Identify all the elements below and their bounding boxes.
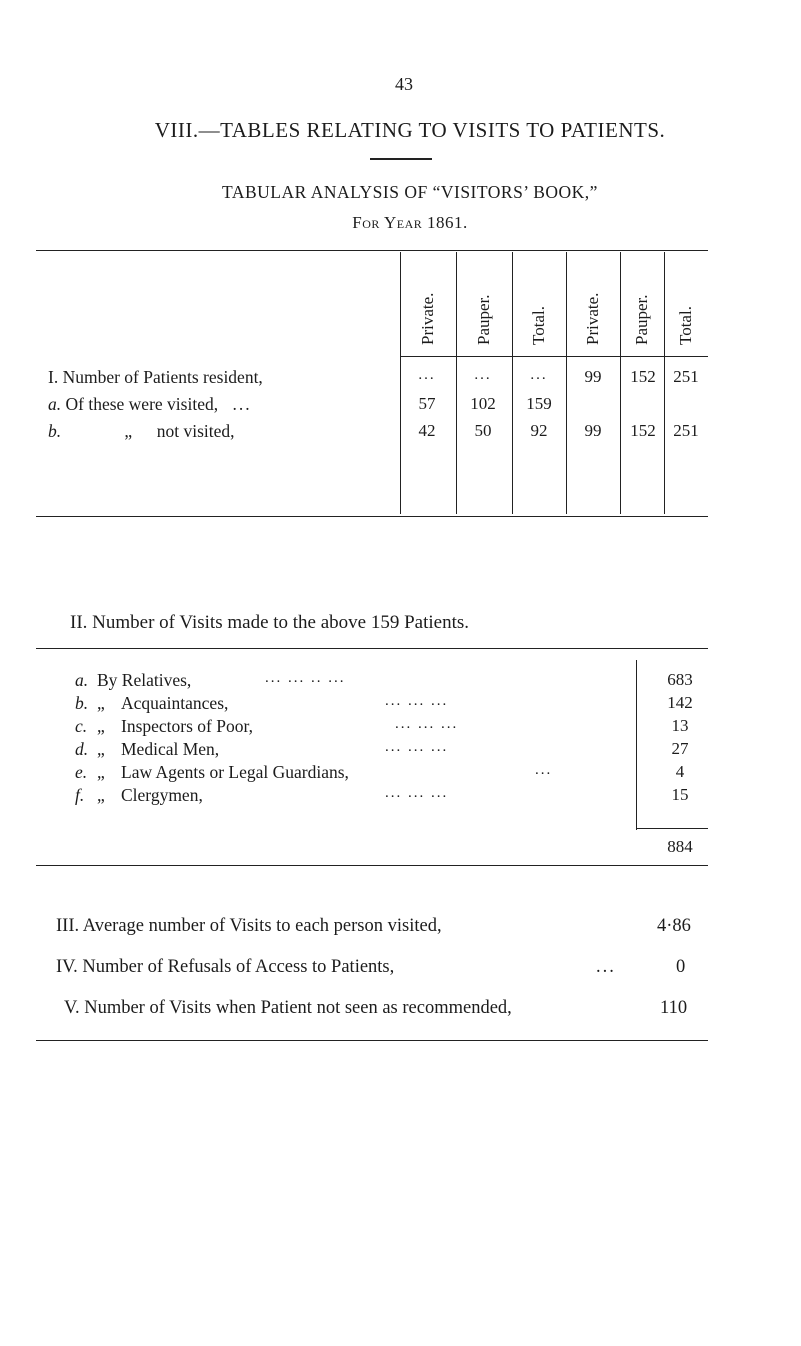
item-value: 142 — [667, 693, 693, 712]
item-value: 27 — [671, 739, 689, 758]
ditto-mark: „ — [97, 762, 105, 782]
table-cell: 50 — [474, 421, 492, 440]
table-cell: 57 — [418, 394, 436, 413]
ditto-mark: „ — [97, 739, 105, 759]
page-heading: VIII.—TABLES RELATING TO VISITS TO PATIENTS. — [154, 118, 666, 142]
table-cell: 99 — [584, 421, 602, 440]
row-label-resident: I. Number of Patients resident, — [48, 367, 263, 387]
item-label: Clergymen, — [121, 785, 203, 805]
leader-dots: ... ... ... — [385, 693, 449, 709]
section-iii-value: 4·86 — [657, 916, 691, 936]
item-value: 4 — [675, 762, 685, 781]
heading-rule — [370, 158, 432, 160]
leader-dots: ... ... .. ... — [265, 670, 346, 686]
visit-item — [75, 693, 449, 714]
column-header-pauper: Pauper. — [474, 294, 493, 345]
table-subheading: TABULAR ANALYSIS OF “VISITORS’ BOOK,” — [222, 182, 598, 202]
table-cell: 152 — [630, 367, 656, 386]
page-bottom-rule — [36, 1040, 708, 1041]
item-value: 683 — [667, 670, 693, 689]
visit-item — [75, 716, 459, 737]
ditto-mark: „ — [97, 716, 105, 736]
item-index: d. — [75, 739, 89, 759]
column-header-private: Private. — [583, 292, 602, 345]
table-cell: ... — [418, 367, 436, 383]
table-cell: 102 — [470, 394, 496, 413]
table-cell: 251 — [673, 367, 699, 386]
leader-dots: ... ... ... — [385, 739, 449, 755]
table-cell: 99 — [584, 367, 602, 386]
table-cell: 42 — [418, 421, 436, 440]
section-v-value: 110 — [660, 998, 688, 1018]
item-index: c. — [75, 716, 88, 736]
leader-dots: ... — [535, 762, 553, 778]
row-label-not-visited — [48, 421, 235, 442]
section-iv-value: 0 — [676, 957, 686, 977]
year-line: For Year 1861. — [352, 213, 468, 232]
col-divider — [566, 252, 567, 514]
column-header-total: Total. — [529, 306, 548, 345]
item-label: Inspectors of Poor, — [121, 716, 253, 736]
item-index: a. — [75, 670, 89, 690]
column-header-pauper: Pauper. — [632, 294, 651, 345]
section-ii-title: II. Number of Visits made to the above 159 Patients. — [70, 612, 470, 633]
item-label: Acquaintances, — [121, 693, 229, 713]
page-number: 43 — [395, 74, 413, 94]
item-label: By Relatives, — [97, 670, 192, 690]
row-text: Of these were visited, — [65, 394, 219, 414]
row-index: a. — [48, 394, 62, 414]
item-label: Law Agents or Legal Guardians, — [121, 762, 349, 782]
visit-item — [75, 670, 346, 691]
leader-dots: ... ... ... — [395, 716, 459, 732]
ditto-mark: „ — [97, 785, 105, 805]
sum-rule — [636, 828, 708, 829]
item-index: b. — [75, 693, 89, 713]
table-cell: 159 — [526, 394, 552, 413]
table-cell: ... — [530, 367, 548, 383]
item-label: Medical Men, — [121, 739, 220, 759]
visit-item — [75, 739, 449, 760]
table-cell: 92 — [530, 421, 548, 440]
leader-dots: ... — [596, 957, 616, 977]
col-divider — [456, 252, 457, 514]
section-iii-label: III. Average number of Visits to each person visited, — [56, 916, 442, 936]
leader-dots: ... ... ... — [385, 785, 449, 801]
item-value: 13 — [671, 716, 689, 735]
leader-dots: ... — [232, 394, 252, 414]
row-text: not visited, — [156, 421, 235, 441]
table-cell: ... — [474, 367, 492, 383]
item-value: 15 — [671, 785, 689, 804]
col-divider — [400, 252, 401, 514]
visit-item — [75, 762, 553, 783]
col-divider — [512, 252, 513, 514]
section-v-label: V. Number of Visits when Patient not seen as recommended, — [64, 998, 512, 1018]
item-index: f. — [75, 785, 85, 805]
column-header-total: Total. — [676, 306, 695, 345]
item-index: e. — [75, 762, 88, 782]
table-cell: 251 — [673, 421, 699, 440]
row-index: b. — [48, 421, 62, 441]
table-cell: 152 — [630, 421, 656, 440]
ditto-mark: „ — [124, 421, 133, 441]
visits-total: 884 — [667, 837, 693, 856]
header-rule — [400, 356, 708, 357]
table-bottom-rule — [36, 516, 708, 517]
table-top-rule — [36, 250, 708, 251]
section-iv-label: IV. Number of Refusals of Access to Patients, — [56, 957, 395, 977]
section-ii-rule — [36, 648, 708, 649]
visit-item — [75, 785, 449, 806]
ditto-mark: „ — [97, 693, 105, 713]
column-header-private: Private. — [418, 292, 437, 345]
value-column-divider — [636, 660, 637, 830]
section-ii-bottom-rule — [36, 865, 708, 866]
row-label-visited — [48, 394, 252, 415]
